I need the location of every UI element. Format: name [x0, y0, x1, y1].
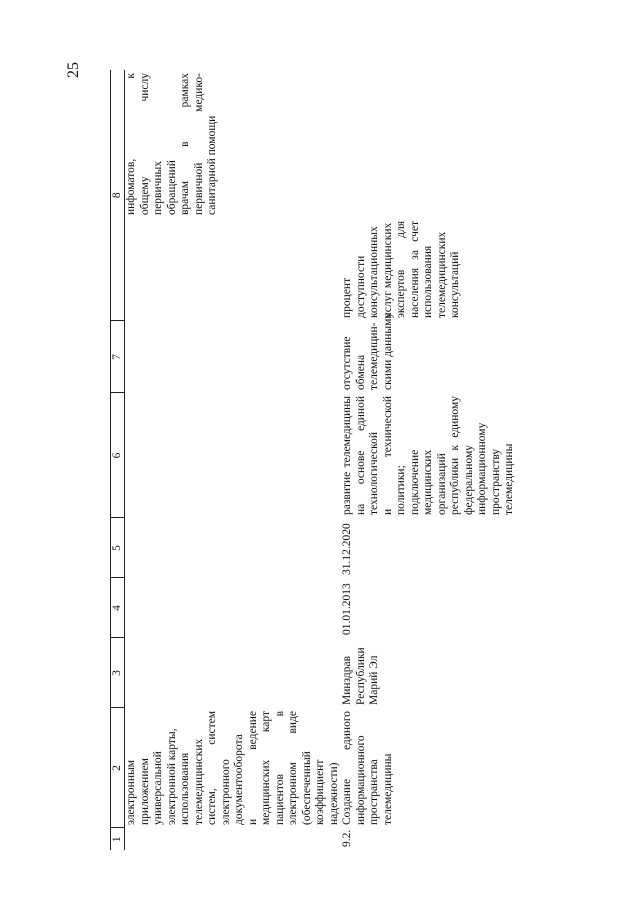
cell-expected-result: развитие телемедицины на основе единой технологической и технической политики; подключение медицинских организаций республики к единому федеральному информационному пространству телемедицины [341, 396, 515, 515]
header-cell-5: 5 [111, 518, 125, 578]
header-cell-1: 1 [111, 828, 125, 850]
header-cell-6: 6 [111, 393, 125, 518]
page-number: 25 [65, 62, 82, 78]
cell-responsible: Минздрав Республики Марий Эл [341, 647, 380, 705]
header-cell-7: 7 [111, 321, 125, 393]
header-cell-2: 2 [111, 708, 125, 828]
cell-end-date: 31.12.2020 [341, 523, 353, 575]
cell-start-date: 01.01.2013 [341, 583, 353, 635]
rotated-table-container [110, 70, 515, 850]
cell-consequences: отсутствие обмена телемедицин- скими данными [341, 312, 394, 390]
table-row-continued [125, 70, 342, 850]
cell-event-name: Создание единого информационного пространства телемедицины [341, 711, 394, 825]
table-header-row [111, 70, 125, 850]
cell-indicator: процент доступности консультационных услуг медицинских экспертов для населения за счет использования телемедицинских консультаций [341, 221, 461, 318]
table-row-9-2 [341, 70, 517, 850]
cell-continued-indicator: инфоматов, к общему числу первичных обращений врачам в рамках первичной медико- санитарной помощи [125, 73, 218, 215]
cell-number-empty [125, 828, 342, 850]
program-table [110, 70, 517, 850]
cell-row-number: 9.2. [341, 829, 353, 847]
header-cell-3: 3 [111, 638, 125, 708]
header-cell-4: 4 [111, 578, 125, 638]
cell-continued-description: электронным приложением универсальной электронной карты, использования телемедицинских систем, систем электронного документооборота и ведение медицинских карт пациентов в электронном виде (обеспеченный коэффициент надежности) [125, 711, 340, 825]
header-cell-8: 8 [111, 70, 125, 321]
